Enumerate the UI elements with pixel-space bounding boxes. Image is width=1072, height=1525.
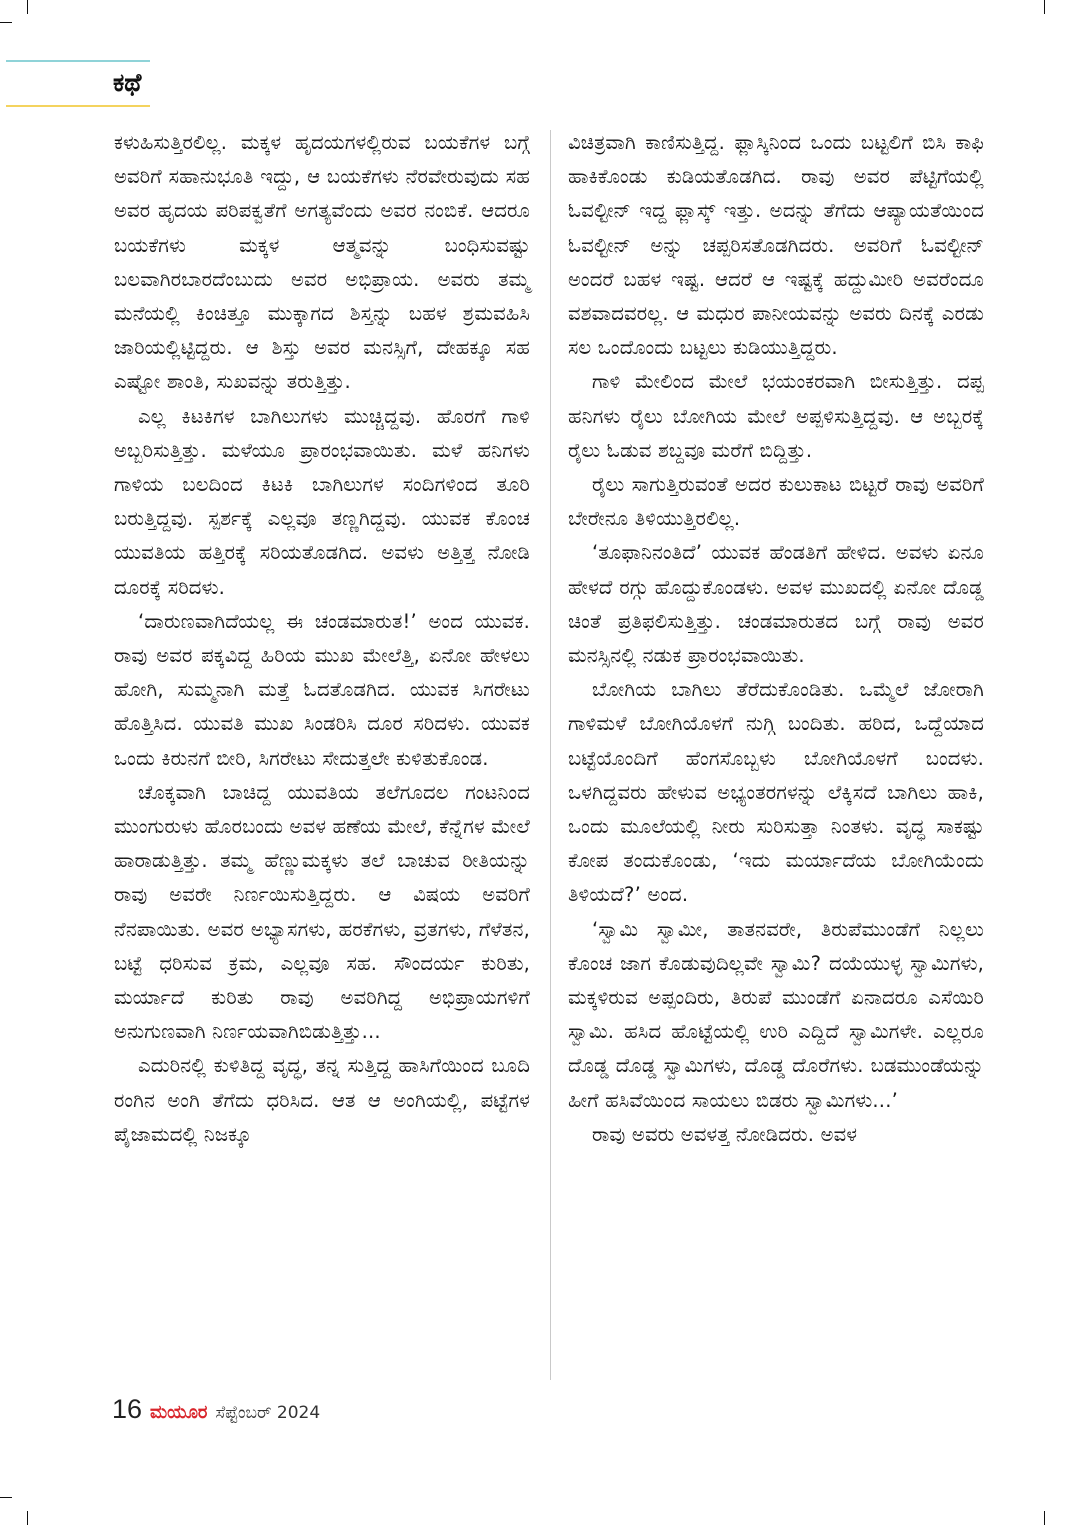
crop-mark	[27, 1511, 28, 1525]
section-rule-top	[6, 60, 150, 62]
section-header	[0, 58, 150, 110]
issue-date: ಸೆಪ್ಟೆಂಬರ್ 2024	[215, 1403, 321, 1423]
section-rule-bottom	[6, 105, 150, 107]
page-footer	[112, 1394, 320, 1430]
column-divider	[550, 130, 551, 1380]
paragraph: ‘ಸ್ವಾಮಿ ಸ್ವಾಮೀ, ತಾತನವರೇ, ತಿರುಪೆಮುಂಡೆಗೆ ನಿಲ್ಲಲು ಕೊಂಚ ಜಾಗ ಕೊಡುವುದಿಲ್ಲವೇ ಸ್ವಾಮಿ? ದಯೆಯುಳ್ಳ ಸ್ವಾಮಿಗಳು, ಮಕ್ಕಳಿರುವ ಅಪ್ಪಂದಿರು, ತಿರುಪೆ ಮುಂಡೆಗೆ ಏನಾದರೂ ಎಸೆಯಿರಿ ಸ್ವಾಮಿ. ಹಸಿದ ಹೊಟ್ಟೆಯಲ್ಲಿ ಉರಿ ಎದ್ದಿದೆ ಸ್ವಾಮಿಗಳೇ. ಎಲ್ಲರೂ ದೊಡ್ಡ ದೊಡ್ಡ ಸ್ವಾಮಿಗಳು, ದೊಡ್ಡ ದೊರೆಗಳು. ಬಡಮುಂಡೆಯನ್ನು ಹೀಗೆ ಹಸಿವೆಯಿಂದ ಸಾಯಲು ಬಿಡರು ಸ್ವಾಮಿಗಳು...’	[568, 917, 984, 1112]
paragraph: ಎದುರಿನಲ್ಲಿ ಕುಳಿತಿದ್ದ ವೃದ್ಧ, ತನ್ನ ಸುತ್ತಿದ್ದ ಹಾಸಿಗೆಯಿಂದ ಬೂದಿ ರಂಗಿನ ಅಂಗಿ ತೆಗೆದು ಧರಿಸಿದ. ಆತ ಆ ಅಂಗಿಯಲ್ಲಿ, ಪಟ್ಟೆಗಳ ಪೈಜಾಮದಲ್ಲಿ ನಿಜಕ್ಕೂ	[114, 1054, 530, 1146]
paragraph: ಬೋಗಿಯ ಬಾಗಿಲು ತೆರೆದುಕೊಂಡಿತು. ಒಮ್ಮೆಲೆ ಜೋರಾಗಿ ಗಾಳಿಮಳೆ ಬೋಗಿಯೊಳಗೆ ನುಗ್ಗಿ ಬಂದಿತು. ಹರಿದ, ಒದ್ದೆಯಾದ ಬಟ್ಟೆಯೊಂದಿಗೆ ಹೆಂಗಸೊಬ್ಬಳು ಬೋಗಿಯೊಳಗೆ ಬಂದಳು. ಒಳಗಿದ್ದವರು ಹೇಳುವ ಅಭ್ಯಂತರಗಳನ್ನು ಲೆಕ್ಕಿಸದೆ ಬಾಗಿಲು ಹಾಕಿ, ಒಂದು ಮೂಲೆಯಲ್ಲಿ ನೀರು ಸುರಿಸುತ್ತಾ ನಿಂತಳು. ವೃದ್ಧ ಸಾಕಷ್ಟು ಕೋಪ ತಂದುಕೊಂಡು, ‘ಇದು ಮರ್ಯಾದೆಯ ಬೋಗಿಯೆಂದು ತಿಳಿಯದೆ?’ ಅಂದ.	[568, 678, 984, 907]
crop-mark	[1044, 1511, 1045, 1525]
magazine-logo: ಮಯೂರ	[150, 1402, 208, 1423]
crop-mark	[0, 22, 12, 23]
paragraph: ವಿಚಿತ್ರವಾಗಿ ಕಾಣಿಸುತ್ತಿದ್ದ. ಫ್ಲಾಸ್ಕಿನಿಂದ ಒಂದು ಬಟ್ಟಲಿಗೆ ಬಿಸಿ ಕಾಫಿ ಹಾಕಿಕೊಂಡು ಕುಡಿಯತೊಡಗಿದ. ರಾವು ಅವರ ಪೆಟ್ಟಿಗೆಯಲ್ಲಿ ಓವಲ್ಟೀನ್ ಇದ್ದ ಫ್ಲಾಸ್ಕ್ ಇತ್ತು. ಅದನ್ನು ತೆಗೆದು ಆಪ್ಯಾಯತೆಯಿಂದ ಓವಲ್ಟೀನ್ ಅನ್ನು ಚಪ್ಪರಿಸತೊಡಗಿದರು. ಅವರಿಗೆ ಓವಲ್ಟೀನ್ ಅಂದರೆ ಬಹಳ ಇಷ್ಟ. ಆದರೆ ಆ ಇಷ್ಟಕ್ಕೆ ಹದ್ದುಮೀರಿ ಅವರೆಂದೂ ವಶವಾದವರಲ್ಲ. ಆ ಮಧುರ ಪಾನೀಯವನ್ನು ಅವರು ದಿನಕ್ಕೆ ಎರಡು ಸಲ ಒಂದೊಂದು ಬಟ್ಟಲು ಕುಡಿಯುತ್ತಿದ್ದರು.	[568, 131, 984, 360]
paragraph: ಕಳುಹಿಸುತ್ತಿರಲಿಲ್ಲ. ಮಕ್ಕಳ ಹೃದಯಗಳಲ್ಲಿರುವ ಬಯಕೆಗಳ ಬಗ್ಗೆ ಅವರಿಗೆ ಸಹಾನುಭೂತಿ ಇದ್ದು, ಆ ಬಯಕೆಗಳು ನೆರವೇರುವುದು ಸಹ ಅವರ ಹೃದಯ ಪರಿಪಕ್ವತೆಗೆ ಅಗತ್ಯವೆಂದು ಅವರ ನಂಬಿಕೆ. ಆದರೂ ಬಯಕೆಗಳು ಮಕ್ಕಳ ಆತ್ಮವನ್ನು ಬಂಧಿಸುವಷ್ಟು ಬಲವಾಗಿರಬಾರದೆಂಬುದು ಅವರ ಅಭಿಪ್ರಾಯ. ಅವರು ತಮ್ಮ ಮನೆಯಲ್ಲಿ ಕಿಂಚಿತ್ತೂ ಮುಕ್ಕಾಗದ ಶಿಸ್ತನ್ನು ಬಹಳ ಶ್ರಮವಹಿಸಿ ಜಾರಿಯಲ್ಲಿಟ್ಟಿದ್ದರು. ಆ ಶಿಸ್ತು ಅವರ ಮನಸ್ಸಿಗೆ, ದೇಹಕ್ಕೂ ಸಹ ಎಷ್ಟೋ ಶಾಂತಿ, ಸುಖವನ್ನು ತರುತ್ತಿತ್ತು.	[114, 131, 530, 394]
section-label: ಕಥೆ	[113, 68, 142, 97]
page-number: 16	[112, 1394, 143, 1424]
paragraph: ‘ತೂಫಾನಿನಂತಿದೆ’ ಯುವಕ ಹೆಂಡತಿಗೆ ಹೇಳಿದ. ಅವಳು ಏನೂ ಹೇಳದೆ ರಗ್ಗು ಹೊದ್ದುಕೊಂಡಳು. ಅವಳ ಮುಖದಲ್ಲಿ ಏನೋ ದೊಡ್ಡ ಚಿಂತೆ ಪ್ರತಿಫಲಿಸುತ್ತಿತ್ತು. ಚಂಡಮಾರುತದ ಬಗ್ಗೆ ರಾವು ಅವರ ಮನಸ್ಸಿನಲ್ಲಿ ನಡುಕ ಪ್ರಾರಂಭವಾಯಿತು.	[568, 541, 984, 668]
paragraph: ಚೊಕ್ಕವಾಗಿ ಬಾಚಿದ್ದ ಯುವತಿಯ ತಲೆಗೂದಲ ಗಂಟನಿಂದ ಮುಂಗುರುಳು ಹೊರಬಂದು ಅವಳ ಹಣೆಯ ಮೇಲೆ, ಕೆನ್ನೆಗಳ ಮೇಲೆ ಹಾರಾಡುತ್ತಿತ್ತು. ತಮ್ಮ ಹೆಣ್ಣುಮಕ್ಕಳು ತಲೆ ಬಾಚುವ ರೀತಿಯನ್ನು ರಾವು ಅವರೇ ನಿರ್ಣಯಿಸುತ್ತಿದ್ದರು. ಆ ವಿಷಯ ಅವರಿಗೆ ನೆನಪಾಯಿತು. ಅವರ ಅಭ್ಯಾಸಗಳು, ಹರಕೆಗಳು, ವ್ರತಗಳು, ಗೆಳೆತನ, ಬಟ್ಟೆ ಧರಿಸುವ ಕ್ರಮ, ಎಲ್ಲವೂ ಸಹ. ಸೌಂದರ್ಯ ಕುರಿತು, ಮರ್ಯಾದೆ ಕುರಿತು ರಾವು ಅವರಿಗಿದ್ದ ಅಭಿಪ್ರಾಯಗಳಿಗೆ ಅನುಗುಣವಾಗಿ ನಿರ್ಣಯವಾಗಿಬಿಡುತ್ತಿತ್ತು...	[114, 780, 530, 1044]
paragraph: ರೈಲು ಸಾಗುತ್ತಿರುವಂತೆ ಅದರ ಕುಲುಕಾಟ ಬಿಟ್ಟರೆ ರಾವು ಅವರಿಗೆ ಬೇರೇನೂ ತಿಳಿಯುತ್ತಿರಲಿಲ್ಲ.	[568, 473, 984, 531]
paragraph: ಗಾಳಿ ಮೇಲಿಂದ ಮೇಲೆ ಭಯಂಕರವಾಗಿ ಬೀಸುತ್ತಿತ್ತು. ದಪ್ಪ ಹನಿಗಳು ರೈಲು ಬೋಗಿಯ ಮೇಲೆ ಅಪ್ಪಳಿಸುತ್ತಿದ್ದವು. ಆ ಅಬ್ಬರಕ್ಕೆ ರೈಲು ಓಡುವ ಶಬ್ದವೂ ಮರೆಗೆ ಬಿದ್ದಿತ್ತು.	[568, 370, 984, 462]
right-column	[568, 126, 984, 1152]
paragraph: ರಾವು ಅವರು ಅವಳತ್ತ ನೋಡಿದರು. ಅವಳ	[592, 1122, 858, 1146]
paragraph: ಎಲ್ಲ ಕಿಟಕಿಗಳ ಬಾಗಿಲುಗಳು ಮುಚ್ಚಿದ್ದವು. ಹೊರಗೆ ಗಾಳಿ ಅಬ್ಬರಿಸುತ್ತಿತ್ತು. ಮಳೆಯೂ ಪ್ರಾರಂಭವಾಯಿತು. ಮಳೆ ಹನಿಗಳು ಗಾಳಿಯ ಬಲದಿಂದ ಕಿಟಕಿ ಬಾಗಿಲುಗಳ ಸಂದಿಗಳಿಂದ ತೂರಿ ಬರುತ್ತಿದ್ದವು. ಸ್ಪರ್ಶಕ್ಕೆ ಎಲ್ಲವೂ ತಣ್ಣಗಿದ್ದವು. ಯುವಕ ಕೊಂಚ ಯುವತಿಯ ಹತ್ತಿರಕ್ಕೆ ಸರಿಯತೊಡಗಿದ. ಅವಳು ಅತ್ತಿತ್ತ ನೋಡಿ ದೂರಕ್ಕೆ ಸರಿದಳು.	[114, 404, 530, 599]
crop-mark	[0, 1497, 12, 1498]
crop-mark	[27, 0, 28, 14]
crop-mark	[1044, 0, 1045, 14]
left-column	[114, 126, 530, 1152]
paragraph: ‘ದಾರುಣವಾಗಿದೆಯಲ್ಲ ಈ ಚಂಡಮಾರುತ!’ ಅಂದ ಯುವಕ. ರಾವು ಅವರ ಪಕ್ಕವಿದ್ದ ಹಿರಿಯ ಮುಖ ಮೇಲೆತ್ತಿ, ಏನೋ ಹೇಳಲು ಹೋಗಿ, ಸುಮ್ಮನಾಗಿ ಮತ್ತೆ ಓದತೊಡಗಿದ. ಯುವಕ ಸಿಗರೇಟು ಹೊತ್ತಿಸಿದ. ಯುವತಿ ಮುಖ ಸಿಂಡರಿಸಿ ದೂರ ಸರಿದಳು. ಯುವಕ ಒಂದು ಕಿರುನಗೆ ಬೀರಿ, ಸಿಗರೇಟು ಸೇದುತ್ತಲೇ ಕುಳಿತುಕೊಂಡ.	[114, 609, 530, 770]
